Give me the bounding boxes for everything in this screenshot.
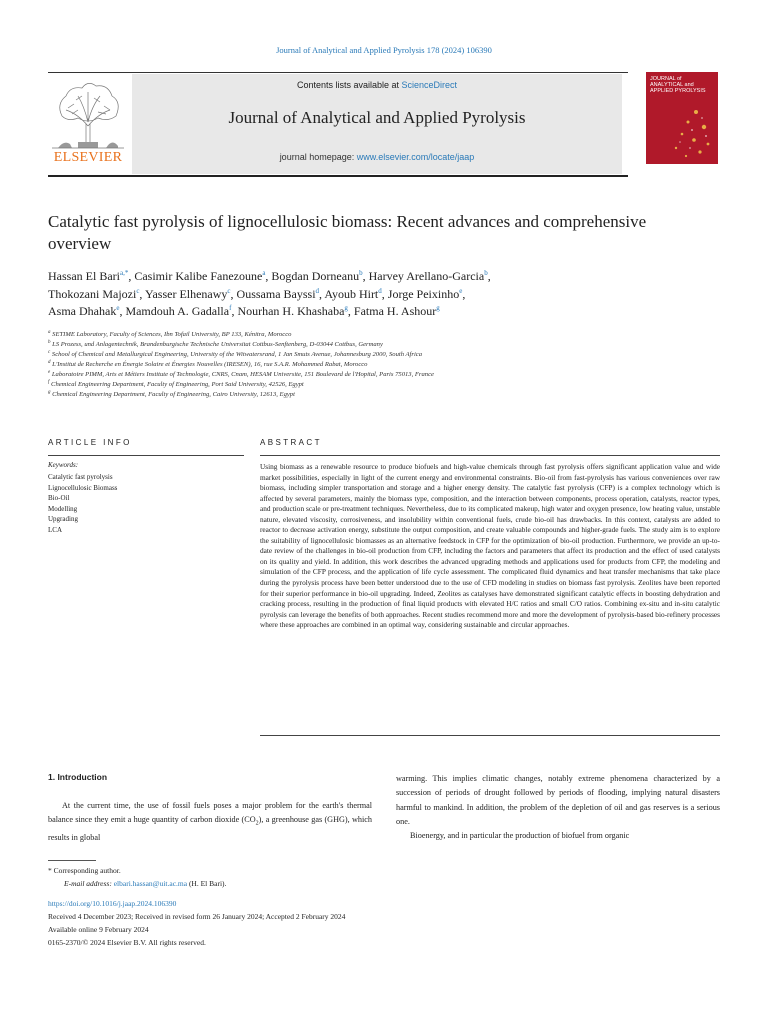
affiliation-item: [48, 390, 728, 400]
affiliation-item: [48, 360, 728, 370]
affiliation-text: Chemical Engineering Department, Faculty of Engineering, Cairo University, 12613, Egypt: [52, 391, 295, 398]
cover-title: JOURNAL of ANALYTICAL and APPLIED PYROLYSIS: [650, 76, 706, 94]
affiliation-item: [48, 380, 728, 390]
author-name[interactable]: Casimir Kalibe Fanezoune: [134, 269, 263, 283]
footnote-divider: [48, 860, 96, 861]
affiliation-key: g: [48, 389, 51, 395]
author-affiliation-marker[interactable]: d: [315, 286, 320, 295]
article-info-heading: ARTICLE INFO: [48, 438, 132, 447]
affiliation-item: [48, 350, 728, 360]
journal-cover-thumbnail[interactable]: [646, 72, 718, 164]
author-affiliation-marker[interactable]: a: [262, 269, 266, 277]
author-affiliation-marker[interactable]: a,*: [119, 269, 129, 277]
affiliation-item: [48, 370, 728, 380]
affiliation-key: e: [48, 369, 51, 375]
intro-text-part2: ), a greenhouse gas (GHG), which results in global: [48, 815, 373, 843]
masthead-top-divider: [48, 72, 628, 73]
affiliation-key: f: [48, 379, 50, 385]
corresponding-author-note: * Corresponding author.: [48, 866, 121, 875]
author-affiliation-marker[interactable]: g: [344, 304, 348, 312]
journal-citation-link[interactable]: Journal of Analytical and Applied Pyrolysis 178 (2024) 106390: [276, 45, 492, 55]
author-affiliation-marker[interactable]: g: [436, 304, 440, 312]
abstract-bottom-divider: [260, 735, 720, 736]
affiliation-item: [48, 340, 728, 350]
affiliation-item: [48, 330, 728, 340]
sciencedirect-link[interactable]: ScienceDirect: [401, 80, 458, 90]
author-name[interactable]: Hassan El Bari: [48, 269, 120, 283]
abstract-text: Using biomass as a renewable resource to produce biofuels and high-value chemicals through fast pyrolysis offers significant application value and wide market possibilities, especially in light of the current energy and environmental constraints. Bio-oil from fast-pyrolysis has various conveniences over raw biomass, including simpler transportation and storage and a higher energy density. The catalytic fast pyrolysis (CFP) is a complex technology which is affected by several parameters, mainly the biomass type, composition, and the interaction between components, process operation, catalysts, reactor types, and production scale or pre-treatment techniques. Nevertheless, due to its complicated makeup, high water and oxygen presence, low heating value, unstable nature, elevated viscosity, corrosiveness, and insolubility within conventional fuels, crude bio-oil has drawbacks. In this context, catalysts are added to reactor to decrease activation energy, substitute the output composition, and create valuable compounds and higher-grade fuels. The study aim is to explore the suitability of lignocellulosic biomasses as an alternative feedstock in CFP for the optimization of bio-oil production. Furthermore, we provide an up-to-date review of the challenges in bio-oil production from CFP, including the factors and parameters that affect its production and the effect of used catalysts on its quality and yield. In addition, this work describes the advanced upgrading methods and applications used for products from CFP, the modeling and simulation of the CFP process, and the application of life cycle assessment. The complicated fluid dynamics and heat transfer mechanisms that take place during the pyrolysis process have been better understood due to the use of CFD modeling in studies on biomass fast pyrolysis. Zeolites have been reported for their superior performance in bio-oil upgrading. Indeed, Zeolites as catalyses have demonstrated significant catalytic effects in boosting dehydration and cracking process, resulting in the production of final liquid products with elevated H/C ratios and small C/O ratios. Combining ex-situ and in-situ catalytic pyrolysis can leverage the benefits of both approaches. Recent studies recommend more and more the development of pyrolysis-based bio-refinery processes where these approaches are combined in an optimal way, considering sustainable and circular approaches.: [260, 462, 720, 630]
author-affiliation-marker[interactable]: f: [229, 304, 232, 312]
co2-subscript: 2: [255, 820, 259, 827]
email-suffix: (H. El Bari).: [187, 879, 227, 888]
affiliation-key: c: [48, 349, 51, 355]
article-info-divider: [48, 455, 244, 456]
author-affiliation-marker[interactable]: b: [359, 269, 363, 277]
author-name[interactable]: Bogdan Dorneanu: [271, 269, 360, 283]
affiliation-text: School of Chemical and Metallurgical Engineering, University of the Witwatersrand, 1 Jan Smuts Avenue, Johannesburg 2000, South Africa: [51, 351, 423, 358]
elsevier-wordmark[interactable]: ELSEVIER: [53, 150, 123, 165]
email-address-line: [64, 879, 226, 888]
body-column-right: [396, 772, 720, 843]
affiliation-text: Laboratoire PIMM, Arts et Métiers Institute of Technologie, CNRS, Cnam, HESAM Universite, 151 Boulevard de l'Hopital, Paris 75013, France: [51, 371, 434, 378]
keyword-item: Lignocellulosic Biomass: [48, 483, 118, 492]
keyword-item: LCA: [48, 525, 62, 534]
affiliation-text: SETIME Laboratory, Faculty of Sciences, Ibn Tofail University, BP 133, Kénitra, Morocco: [52, 331, 292, 338]
author-affiliation-marker[interactable]: e: [459, 286, 463, 295]
homepage-prefix: journal homepage:: [279, 152, 357, 162]
author-name[interactable]: Harvey Arellano-Garcia: [368, 269, 485, 283]
author-affiliation-marker[interactable]: e: [116, 304, 120, 312]
author-name[interactable]: Fatma H. Ashour: [353, 304, 437, 318]
introduction-heading: 1. Introduction: [48, 772, 108, 782]
keyword-item: Bio-Oil: [48, 494, 70, 502]
intro-text-part1: At the current time, the use of fossil fuels poses a major problem for the earth's thermal balance since they emit a huge quantity of carbon dioxide (CO: [48, 801, 372, 825]
body-column-left: [48, 799, 372, 846]
affiliation-list: [48, 330, 728, 400]
affiliation-key: a: [48, 329, 51, 335]
cover-pattern-icon: [646, 72, 718, 164]
keyword-item: Upgrading: [48, 515, 78, 523]
intro-paragraph: Bioenergy, and in particular the production of biofuel from organic: [410, 831, 630, 841]
affiliation-text: Chemical Engineering Department, Faculty of Engineering, Port Said University, 42526, Egypt: [51, 381, 304, 388]
contents-prefix: Contents lists available at: [296, 80, 402, 90]
author-name[interactable]: Oussama Bayssi: [236, 286, 316, 301]
author-name[interactable]: Ayoub Hirt: [324, 286, 379, 301]
masthead-bottom-divider: [48, 175, 628, 177]
abstract-heading: ABSTRACT: [260, 438, 322, 447]
article-title: Catalytic fast pyrolysis of lignocellulosic biomass: Recent advances and comprehensive overview: [48, 212, 647, 253]
affiliation-text: L'Institut de Recherche en Énergie Solaire et Énergies Nouvelles (IRESEN), 16, rue S.A.R. Mohammed Rabat, Morocco: [52, 361, 368, 368]
available-online-date: Available online 9 February 2024: [48, 925, 149, 934]
keywords-list: [48, 472, 117, 535]
email-label: E-mail address:: [64, 879, 112, 888]
affiliation-key: d: [48, 359, 51, 365]
doi-link[interactable]: https://doi.org/10.1016/j.jaap.2024.106390: [48, 899, 177, 908]
keyword-item: Modelling: [48, 504, 78, 513]
keyword-item: Catalytic fast pyrolysis: [48, 473, 113, 481]
author-list: Hassan El Bari$^{a,*}$, Casimir Kalibe Fanezoune$^a$, Bogdan Dorneanu$^b$, Harvey Arellano-Garcia$^b$, Thokozani Majozi$^c$, Yasser Elhenawy$^c$, Oussama Bayssi$^d$, Ayoub Hirt$^d$, Jorge Peixinho$^e$, Asma Dhahak$^e$, Mamdouh A. Gadalla$^f$, Nourhan H. Khashaba$^g$, Fatma H. Ashour$^g$: [48, 269, 491, 318]
journal-title: Journal of Analytical and Applied Pyrolysis: [228, 108, 526, 127]
abstract-top-divider: [260, 455, 720, 456]
author-name[interactable]: Thokozani Majozi: [48, 286, 137, 301]
author-affiliation-marker[interactable]: c: [227, 286, 231, 295]
journal-homepage-link[interactable]: www.elsevier.com/locate/jaap: [356, 152, 475, 162]
author-name[interactable]: Nourhan H. Khashaba: [237, 304, 345, 318]
author-name[interactable]: Jorge Peixinho: [387, 286, 460, 301]
intro-paragraph: warming. This implies climatic changes, notably extreme phenomena characterized by a succession of periods of drought followed by periods of flooding, implying natural disasters harmful to mankind. In addition, the problem of the depletion of oil and gas reserves is a serious one.: [396, 774, 720, 826]
author-email-link[interactable]: elbari.hassan@uit.ac.ma: [113, 879, 188, 888]
affiliation-key: b: [48, 339, 51, 345]
affiliation-text: LS Prozess, und Anlagentechnik, Brandenburgische Technische Universitat Cottbus-Senftenberg, D-03044 Cottbus, Germany: [52, 341, 383, 348]
keywords-label: Keywords:: [48, 461, 79, 469]
author-affiliation-marker[interactable]: c: [136, 286, 140, 295]
author-affiliation-marker[interactable]: d: [378, 286, 382, 295]
author-name[interactable]: Asma Dhahak: [48, 304, 117, 318]
author-affiliation-marker[interactable]: b: [484, 269, 488, 277]
author-name[interactable]: Mamdouh A. Gadalla: [125, 304, 230, 318]
contents-available-line: [132, 80, 622, 90]
copyright-line: 0165-2370/© 2024 Elsevier B.V. All rights reserved.: [48, 938, 206, 947]
author-name[interactable]: Yasser Elhenawy: [144, 286, 228, 301]
journal-homepage-line: [132, 152, 622, 162]
received-dates: Received 4 December 2023; Received in revised form 26 January 2024; Accepted 2 February 2024: [48, 912, 346, 921]
